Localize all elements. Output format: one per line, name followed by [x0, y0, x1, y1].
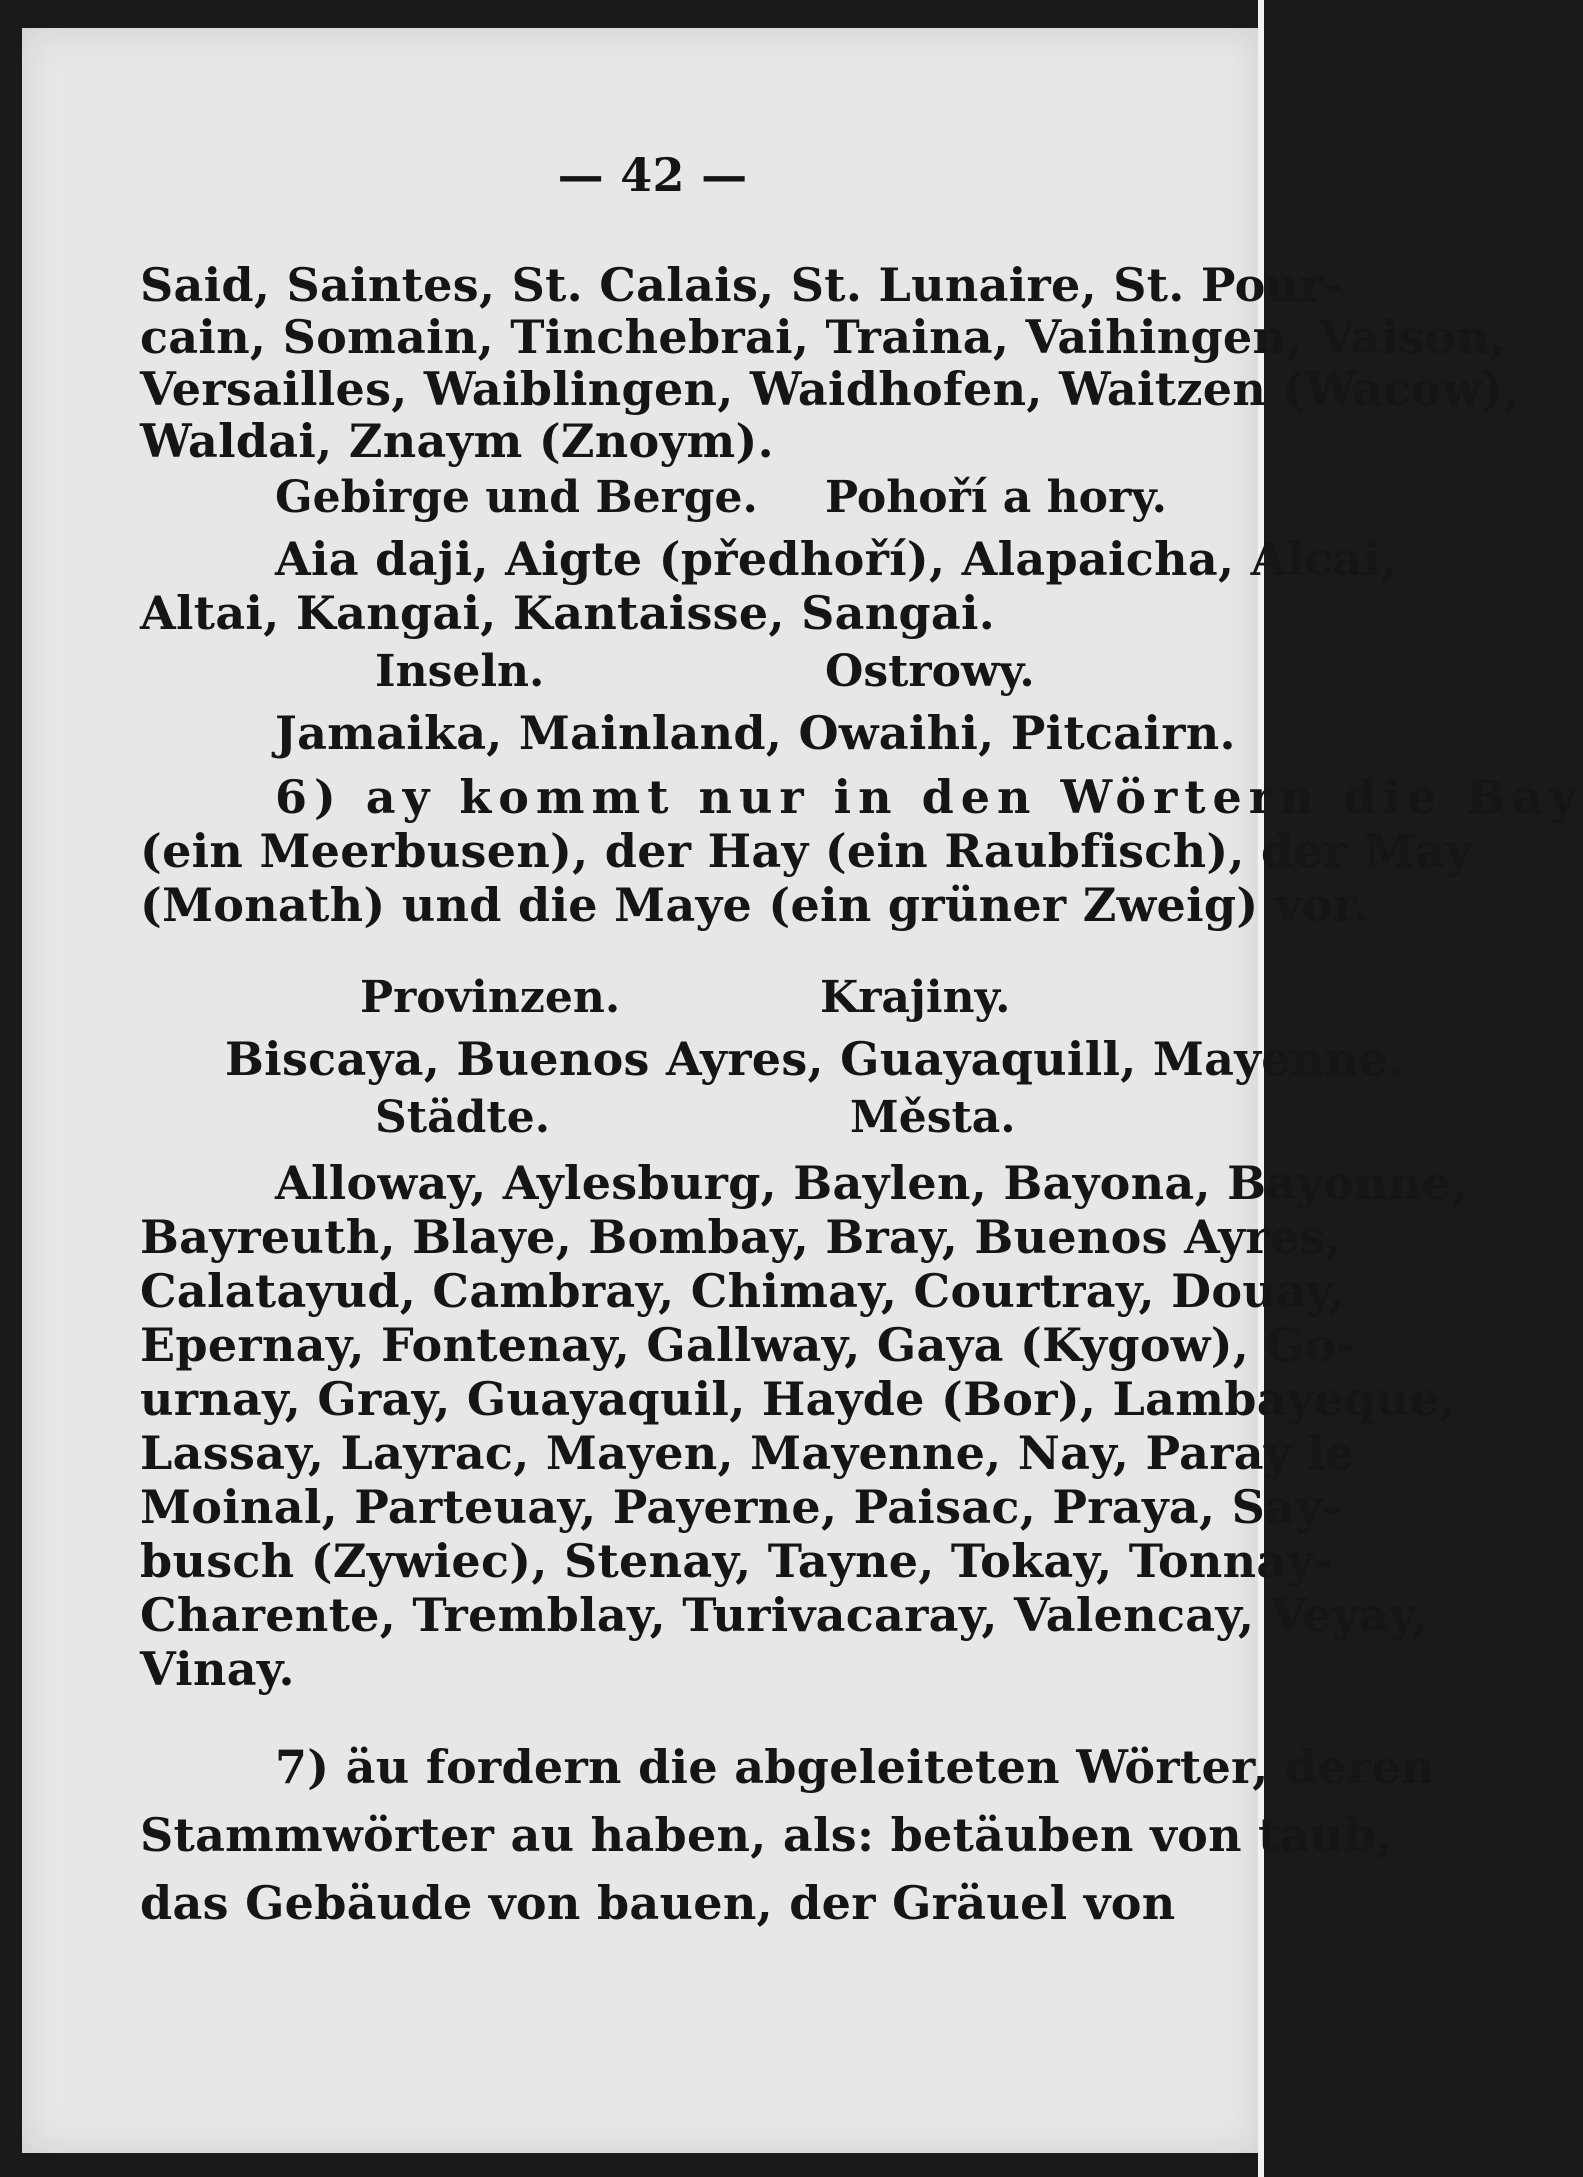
text-line: Versailles, Waiblingen, Waidhofen, Waitzen (Wacow), — [140, 362, 1521, 416]
text-line: (Monath) und die Maye (ein grüner Zweig) vor. — [140, 878, 1370, 932]
text-line: Jamaika, Mainland, Owaihi, Pitcairn. — [275, 706, 1236, 760]
text-line: busch (Zywiec), Stenay, Tayne, Tokay, Tonnay- — [140, 1534, 1333, 1588]
text-line: 6) ay kommt nur in den Wörtern die Bay — [275, 770, 1583, 824]
text-line: Aia daji, Aigte (předhoří), Alapaicha, Alcai, — [275, 532, 1397, 586]
heading-german: Inseln. — [375, 646, 545, 697]
page-number: — 42 — — [557, 148, 748, 202]
text-line: Vinay. — [140, 1642, 295, 1696]
text-line: Moinal, Parteuay, Payerne, Paisac, Praya, Say- — [140, 1480, 1342, 1534]
text-line: Biscaya, Buenos Ayres, Guayaquill, Mayenne. — [225, 1032, 1405, 1086]
text-line: Calatayud, Cambray, Chimay, Courtray, Douay, — [140, 1264, 1346, 1318]
text-line: das Gebäude von bauen, der Gräuel von — [140, 1876, 1176, 1930]
text-line: 7) äu fordern die abgeleiteten Wörter, deren — [275, 1740, 1435, 1794]
text-line: Waldai, Znaym (Znoym). — [140, 414, 774, 468]
text-line: Charente, Tremblay, Turivacaray, Valencay, Veyay, — [140, 1588, 1429, 1642]
heading-czech: Ostrowy. — [825, 646, 1035, 697]
text-line: Lassay, Layrac, Mayen, Mayenne, Nay, Paray le — [140, 1426, 1355, 1480]
text-line: Epernay, Fontenay, Gallway, Gaya (Kygow), Go- — [140, 1318, 1356, 1372]
text-line: Said, Saintes, St. Calais, St. Lunaire, St. Pour- — [140, 258, 1344, 312]
text-line: urnay, Gray, Guayaquil, Hayde (Bor), Lambayeque, — [140, 1372, 1456, 1426]
heading-german: Provinzen. — [360, 972, 621, 1023]
heading-czech: Města. — [850, 1092, 1016, 1143]
text-line: cain, Somain, Tinchebrai, Traina, Vaihingen, Vaison, — [140, 310, 1506, 364]
text-line: Bayreuth, Blaye, Bombay, Bray, Buenos Ayres, — [140, 1210, 1342, 1264]
text-line: (ein Meerbusen), der Hay (ein Raubfisch), der May — [140, 824, 1473, 878]
heading-german: Gebirge und Berge. — [275, 472, 758, 523]
heading-german: Städte. — [375, 1092, 551, 1143]
text-line: Stammwörter au haben, als: betäuben von taub, — [140, 1808, 1393, 1862]
heading-czech: Pohoří a hory. — [825, 472, 1167, 523]
text-line: Alloway, Aylesburg, Baylen, Bayona, Bayonne, — [275, 1156, 1468, 1210]
text-line: Altai, Kangai, Kantaisse, Sangai. — [140, 586, 996, 640]
heading-czech: Krajiny. — [820, 972, 1011, 1023]
